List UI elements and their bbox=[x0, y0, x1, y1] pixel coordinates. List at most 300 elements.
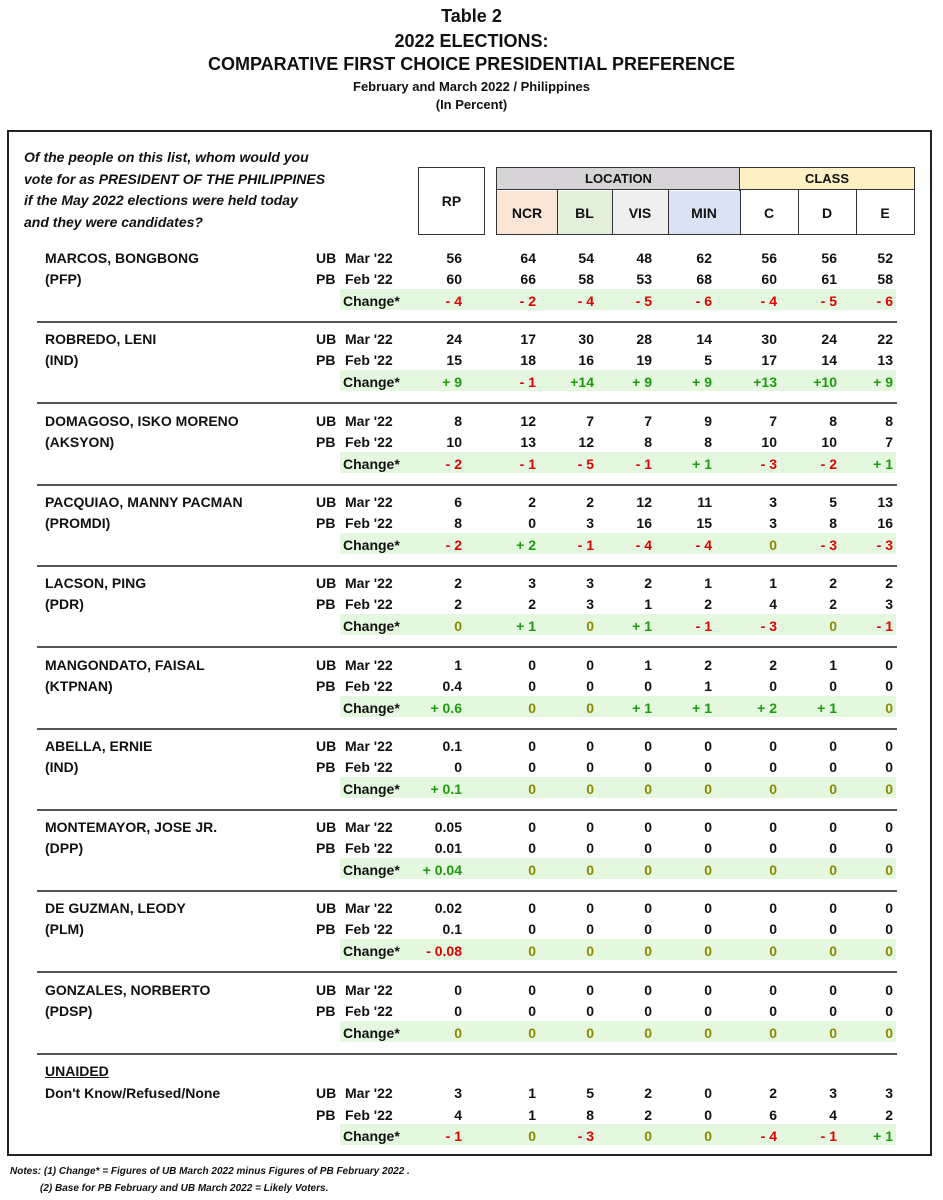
pb-label: PB bbox=[316, 515, 336, 531]
ub-value: 3 bbox=[829, 1085, 837, 1101]
row-separator bbox=[37, 890, 897, 892]
pb-value: 0 bbox=[769, 1003, 777, 1019]
ub-value: 0 bbox=[885, 900, 893, 916]
row-separator bbox=[37, 971, 897, 973]
ub-value: 12 bbox=[636, 494, 652, 510]
pb-value: 0 bbox=[885, 759, 893, 775]
ub-value: 8 bbox=[829, 413, 837, 429]
ub-value: 0 bbox=[586, 900, 594, 916]
change-value: + 9 bbox=[442, 374, 462, 390]
ub-label: UB bbox=[316, 250, 337, 266]
ub-value: 0 bbox=[528, 900, 536, 916]
ub-value: 7 bbox=[644, 413, 652, 429]
ub-value: 0 bbox=[644, 738, 652, 754]
ub-value: 2 bbox=[586, 494, 594, 510]
pb-value: 3 bbox=[769, 515, 777, 531]
pb-value: 2 bbox=[885, 1107, 893, 1123]
change-value: + 0.04 bbox=[422, 862, 462, 878]
pb-value: 2 bbox=[528, 596, 536, 612]
column-divider bbox=[557, 190, 558, 234]
row-separator bbox=[37, 646, 897, 648]
ub-value: 48 bbox=[636, 250, 652, 266]
pb-value: 15 bbox=[696, 515, 712, 531]
ub-value: 8 bbox=[454, 413, 462, 429]
pb-value: 2 bbox=[829, 596, 837, 612]
candidate-name: MANGONDATO, FAISAL bbox=[45, 657, 205, 673]
unaided-heading: UNAIDED bbox=[45, 1063, 109, 1079]
ub-value: 0 bbox=[586, 819, 594, 835]
pb-value: 7 bbox=[885, 434, 893, 450]
pb-value: 0 bbox=[528, 921, 536, 937]
note-line: (2) Base for PB February and UB March 2022 = Likely Voters. bbox=[40, 1183, 329, 1194]
change-value: - 1 bbox=[519, 456, 536, 472]
pb-value: 68 bbox=[696, 271, 712, 287]
change-value: - 2 bbox=[445, 537, 462, 553]
pb-value: 8 bbox=[454, 515, 462, 531]
pb-value: 0 bbox=[829, 759, 837, 775]
change-value: 0 bbox=[829, 618, 837, 634]
row-separator bbox=[37, 1053, 897, 1055]
pb-value: 0 bbox=[586, 1003, 594, 1019]
pb-value: 4 bbox=[829, 1107, 837, 1123]
pb-label: PB bbox=[316, 352, 336, 368]
ub-value: 2 bbox=[644, 575, 652, 591]
candidate-name: DE GUZMAN, LEODY bbox=[45, 900, 186, 916]
pb-value: 0 bbox=[644, 840, 652, 856]
ub-value: 28 bbox=[636, 331, 652, 347]
pb-value: 0 bbox=[704, 921, 712, 937]
ub-value: 56 bbox=[446, 250, 462, 266]
change-value: + 9 bbox=[632, 374, 652, 390]
pb-period-label: Feb '22 bbox=[345, 1003, 393, 1019]
pb-value: 0 bbox=[644, 759, 652, 775]
pb-value: 60 bbox=[446, 271, 462, 287]
row-separator bbox=[37, 728, 897, 730]
ub-value: 1 bbox=[644, 657, 652, 673]
question-line: vote for as PRESIDENT OF THE PHILIPPINES bbox=[24, 170, 326, 187]
change-value: - 0.08 bbox=[426, 943, 462, 959]
ub-value: 0 bbox=[769, 900, 777, 916]
candidate-name: GONZALES, NORBERTO bbox=[45, 982, 211, 998]
pb-label: PB bbox=[316, 921, 336, 937]
pb-value: 0 bbox=[885, 1003, 893, 1019]
pb-value: 53 bbox=[636, 271, 652, 287]
change-value: 0 bbox=[769, 862, 777, 878]
pb-period-label: Feb '22 bbox=[345, 271, 393, 287]
ub-value: 0 bbox=[644, 819, 652, 835]
ub-label: UB bbox=[316, 900, 337, 916]
candidate-party: (PLM) bbox=[45, 921, 84, 937]
change-value: + 1 bbox=[873, 1128, 893, 1144]
ub-value: 0 bbox=[528, 982, 536, 998]
change-value: - 3 bbox=[760, 456, 777, 472]
ub-value: 22 bbox=[877, 331, 893, 347]
candidate-party: (DPP) bbox=[45, 840, 84, 856]
candidate-name: DOMAGOSO, ISKO MORENO bbox=[45, 413, 239, 429]
change-value: - 3 bbox=[876, 537, 893, 553]
ub-period-label: Mar '22 bbox=[345, 738, 393, 754]
ub-value: 8 bbox=[885, 413, 893, 429]
ub-label: UB bbox=[316, 982, 337, 998]
ub-value: 2 bbox=[644, 1085, 652, 1101]
pb-label: PB bbox=[316, 434, 336, 450]
pb-value: 0 bbox=[769, 678, 777, 694]
question-line: and they were candidates? bbox=[24, 213, 203, 230]
change-label: Change* bbox=[343, 618, 400, 634]
change-value: + 1 bbox=[632, 618, 652, 634]
change-value: 0 bbox=[454, 618, 462, 634]
change-value: - 4 bbox=[695, 537, 712, 553]
change-value: 0 bbox=[644, 862, 652, 878]
ub-value: 0 bbox=[829, 738, 837, 754]
change-row-bg bbox=[340, 452, 896, 473]
ub-value: 0 bbox=[528, 657, 536, 673]
pb-value: 0 bbox=[528, 515, 536, 531]
ub-label: UB bbox=[316, 331, 337, 347]
ub-value: 0 bbox=[704, 819, 712, 835]
change-label: Change* bbox=[343, 1128, 400, 1144]
change-value: - 1 bbox=[445, 1128, 462, 1144]
ub-period-label: Mar '22 bbox=[345, 657, 393, 673]
candidate-party: (PDR) bbox=[45, 596, 84, 612]
change-value: 0 bbox=[704, 1128, 712, 1144]
pb-value: 0 bbox=[885, 840, 893, 856]
ub-value: 0 bbox=[885, 738, 893, 754]
change-value: 0 bbox=[829, 862, 837, 878]
pb-value: 16 bbox=[877, 515, 893, 531]
change-label: Change* bbox=[343, 1025, 400, 1041]
change-value: + 0.6 bbox=[430, 700, 462, 716]
change-value: - 1 bbox=[635, 456, 652, 472]
change-row-bg bbox=[340, 939, 896, 960]
ub-value: 0 bbox=[704, 1085, 712, 1101]
candidate-name: LACSON, PING bbox=[45, 575, 147, 591]
ub-value: 0 bbox=[829, 982, 837, 998]
pb-value: 2 bbox=[704, 596, 712, 612]
pb-value: 0 bbox=[704, 840, 712, 856]
change-value: 0 bbox=[885, 781, 893, 797]
ub-value: 12 bbox=[520, 413, 536, 429]
change-value: - 5 bbox=[635, 293, 652, 309]
ub-value: 0 bbox=[885, 657, 893, 673]
change-value: 0 bbox=[528, 1025, 536, 1041]
change-value: 0 bbox=[586, 943, 594, 959]
change-value: + 9 bbox=[692, 374, 712, 390]
ub-period-label: Mar '22 bbox=[345, 575, 393, 591]
pb-value: 2 bbox=[644, 1107, 652, 1123]
change-value: - 4 bbox=[577, 293, 594, 309]
pb-label: PB bbox=[316, 1003, 336, 1019]
pb-value: 2 bbox=[454, 596, 462, 612]
pb-value: 0 bbox=[454, 1003, 462, 1019]
change-value: 0 bbox=[644, 1025, 652, 1041]
ub-value: 3 bbox=[586, 575, 594, 591]
ub-value: 1 bbox=[704, 575, 712, 591]
pb-value: 0 bbox=[644, 678, 652, 694]
change-value: 0 bbox=[528, 781, 536, 797]
pb-value: 0 bbox=[829, 1003, 837, 1019]
column-header-vis: VIS bbox=[612, 191, 668, 234]
change-value: + 1 bbox=[817, 700, 837, 716]
ub-period-label: Mar '22 bbox=[345, 1085, 393, 1101]
ub-value: 3 bbox=[769, 494, 777, 510]
change-label: Change* bbox=[343, 537, 400, 553]
change-value: 0 bbox=[644, 1128, 652, 1144]
change-label: Change* bbox=[343, 700, 400, 716]
change-value: - 4 bbox=[445, 293, 462, 309]
change-value: 0 bbox=[586, 781, 594, 797]
change-value: - 1 bbox=[820, 1128, 837, 1144]
pb-value: 0 bbox=[769, 759, 777, 775]
change-value: + 1 bbox=[516, 618, 536, 634]
change-value: - 3 bbox=[820, 537, 837, 553]
change-value: - 3 bbox=[760, 618, 777, 634]
ub-value: 1 bbox=[829, 657, 837, 673]
pb-period-label: Feb '22 bbox=[345, 921, 393, 937]
candidate-name: MARCOS, BONGBONG bbox=[45, 250, 199, 266]
pb-value: 60 bbox=[761, 271, 777, 287]
pb-value: 66 bbox=[520, 271, 536, 287]
change-value: - 4 bbox=[760, 293, 777, 309]
ub-value: 0.02 bbox=[434, 900, 462, 916]
change-label: Change* bbox=[343, 781, 400, 797]
ub-value: 0 bbox=[586, 738, 594, 754]
pb-value: 0 bbox=[704, 1003, 712, 1019]
pb-value: 13 bbox=[520, 434, 536, 450]
ub-value: 0 bbox=[704, 738, 712, 754]
change-value: - 5 bbox=[820, 293, 837, 309]
pb-value: 1 bbox=[644, 596, 652, 612]
pb-value: 1 bbox=[704, 678, 712, 694]
change-value: 0 bbox=[829, 943, 837, 959]
ub-value: 2 bbox=[769, 657, 777, 673]
pb-value: 4 bbox=[454, 1107, 462, 1123]
change-value: 0 bbox=[454, 1025, 462, 1041]
change-value: + 1 bbox=[632, 700, 652, 716]
pb-value: 3 bbox=[586, 515, 594, 531]
ub-value: 9 bbox=[704, 413, 712, 429]
ub-value: 2 bbox=[704, 657, 712, 673]
ub-label: UB bbox=[316, 575, 337, 591]
change-value: - 2 bbox=[445, 456, 462, 472]
change-value: 0 bbox=[704, 1025, 712, 1041]
pb-value: 61 bbox=[821, 271, 837, 287]
change-row-bg bbox=[340, 777, 896, 798]
pb-value: 0.4 bbox=[442, 678, 462, 694]
pb-label: PB bbox=[316, 271, 336, 287]
candidate-party: (KTPNAN) bbox=[45, 678, 113, 694]
candidate-party: (PDSP) bbox=[45, 1003, 93, 1019]
pb-value: 0 bbox=[528, 1003, 536, 1019]
ub-value: 2 bbox=[885, 575, 893, 591]
pb-value: 3 bbox=[885, 596, 893, 612]
ub-value: 14 bbox=[696, 331, 712, 347]
change-row-bg bbox=[340, 1021, 896, 1042]
pb-period-label: Feb '22 bbox=[345, 596, 393, 612]
ub-period-label: Mar '22 bbox=[345, 819, 393, 835]
pb-value: 0 bbox=[586, 921, 594, 937]
change-row-bg bbox=[340, 289, 896, 310]
ub-value: 17 bbox=[520, 331, 536, 347]
change-row-bg bbox=[340, 1124, 896, 1145]
ub-value: 0.05 bbox=[434, 819, 462, 835]
pb-value: 19 bbox=[636, 352, 652, 368]
pb-value: 0 bbox=[829, 921, 837, 937]
pb-value: 58 bbox=[877, 271, 893, 287]
change-value: 0 bbox=[586, 700, 594, 716]
change-row-bg bbox=[340, 614, 896, 635]
ub-value: 56 bbox=[821, 250, 837, 266]
pb-period-label: Feb '22 bbox=[345, 1107, 393, 1123]
pb-value: 0 bbox=[528, 759, 536, 775]
change-value: + 0.1 bbox=[430, 781, 462, 797]
candidate-party: (AKSYON) bbox=[45, 434, 115, 450]
change-value: +13 bbox=[753, 374, 777, 390]
pb-label: PB bbox=[316, 840, 336, 856]
pb-value: 0 bbox=[769, 840, 777, 856]
pb-value: 0 bbox=[586, 840, 594, 856]
change-label: Change* bbox=[343, 293, 400, 309]
page-title: 2022 ELECTIONS: bbox=[394, 31, 549, 51]
table-frame bbox=[7, 130, 932, 1156]
change-value: - 1 bbox=[519, 374, 536, 390]
ub-period-label: Mar '22 bbox=[345, 250, 393, 266]
candidate-name: PACQUIAO, MANNY PACMAN bbox=[45, 494, 243, 510]
change-value: 0 bbox=[769, 537, 777, 553]
notes bbox=[10, 1163, 410, 1197]
class-band: CLASS bbox=[740, 168, 914, 190]
change-value: - 1 bbox=[695, 618, 712, 634]
ub-period-label: Mar '22 bbox=[345, 494, 393, 510]
pb-value: 0 bbox=[829, 678, 837, 694]
row-separator bbox=[37, 484, 897, 486]
change-value: - 6 bbox=[695, 293, 712, 309]
pb-value: 8 bbox=[586, 1107, 594, 1123]
pb-value: 0 bbox=[454, 759, 462, 775]
pb-value: 0 bbox=[644, 921, 652, 937]
ub-period-label: Mar '22 bbox=[345, 900, 393, 916]
change-value: 0 bbox=[769, 781, 777, 797]
pb-period-label: Feb '22 bbox=[345, 678, 393, 694]
change-label: Change* bbox=[343, 374, 400, 390]
ub-value: 56 bbox=[761, 250, 777, 266]
change-value: 0 bbox=[644, 943, 652, 959]
pb-value: 10 bbox=[761, 434, 777, 450]
pb-value: 18 bbox=[520, 352, 536, 368]
column-header-min: MIN bbox=[668, 191, 740, 234]
ub-value: 13 bbox=[877, 494, 893, 510]
change-value: 0 bbox=[704, 943, 712, 959]
pb-period-label: Feb '22 bbox=[345, 352, 393, 368]
ub-value: 30 bbox=[578, 331, 594, 347]
candidate-party: (IND) bbox=[45, 352, 79, 368]
change-value: 0 bbox=[885, 943, 893, 959]
ub-period-label: Mar '22 bbox=[345, 413, 393, 429]
pb-period-label: Feb '22 bbox=[345, 515, 393, 531]
ub-value: 11 bbox=[697, 494, 712, 510]
pb-period-label: Feb '22 bbox=[345, 434, 393, 450]
date-scope: February and March 2022 / Philippines bbox=[353, 79, 590, 94]
change-value: - 2 bbox=[519, 293, 536, 309]
ub-value: 2 bbox=[454, 575, 462, 591]
row-separator bbox=[37, 809, 897, 811]
pb-label: PB bbox=[316, 678, 336, 694]
pb-label: PB bbox=[316, 759, 336, 775]
ub-label: UB bbox=[316, 413, 337, 429]
change-value: + 1 bbox=[692, 456, 712, 472]
change-value: - 4 bbox=[635, 537, 652, 553]
change-value: - 2 bbox=[820, 456, 837, 472]
change-value: 0 bbox=[528, 700, 536, 716]
pb-value: 0 bbox=[829, 840, 837, 856]
change-value: 0 bbox=[769, 943, 777, 959]
ub-value: 2 bbox=[528, 494, 536, 510]
pb-value: 0 bbox=[885, 921, 893, 937]
pb-period-label: Feb '22 bbox=[345, 759, 393, 775]
pb-value: 8 bbox=[644, 434, 652, 450]
ub-value: 62 bbox=[696, 250, 712, 266]
ub-period-label: Mar '22 bbox=[345, 982, 393, 998]
change-value: - 1 bbox=[876, 618, 893, 634]
pb-label: PB bbox=[316, 596, 336, 612]
ub-value: 7 bbox=[769, 413, 777, 429]
pb-value: 0 bbox=[704, 759, 712, 775]
pb-value: 14 bbox=[821, 352, 837, 368]
pb-value: 12 bbox=[578, 434, 594, 450]
change-value: + 9 bbox=[873, 374, 893, 390]
pb-value: 10 bbox=[821, 434, 837, 450]
question-line: Of the people on this list, whom would you bbox=[24, 149, 309, 165]
change-value: +10 bbox=[813, 374, 837, 390]
ub-value: 0.1 bbox=[442, 738, 462, 754]
pb-value: 6 bbox=[769, 1107, 777, 1123]
unit-note: (In Percent) bbox=[435, 97, 508, 112]
ub-value: 6 bbox=[454, 494, 462, 510]
ub-value: 0 bbox=[644, 900, 652, 916]
candidate-name: ROBREDO, LENI bbox=[45, 331, 157, 347]
row-separator bbox=[37, 565, 897, 567]
pb-value: 4 bbox=[769, 596, 777, 612]
ub-value: 0 bbox=[454, 982, 462, 998]
table-number: Table 2 bbox=[441, 6, 502, 26]
ub-value: 0 bbox=[769, 982, 777, 998]
ub-value: 2 bbox=[769, 1085, 777, 1101]
pb-value: 1 bbox=[528, 1107, 536, 1123]
change-value: - 1 bbox=[577, 537, 594, 553]
pb-value: 58 bbox=[578, 271, 594, 287]
change-value: 0 bbox=[644, 781, 652, 797]
ub-value: 1 bbox=[528, 1085, 536, 1101]
survey-question bbox=[24, 147, 364, 233]
candidate-party: (PFP) bbox=[45, 271, 82, 287]
ub-label: UB bbox=[316, 738, 337, 754]
pb-value: 5 bbox=[704, 352, 712, 368]
pb-value: 0 bbox=[528, 840, 536, 856]
change-value: 0 bbox=[829, 781, 837, 797]
column-divider bbox=[798, 190, 799, 234]
change-value: - 6 bbox=[876, 293, 893, 309]
column-header-c: C bbox=[763, 204, 775, 221]
column-header-bl: BL bbox=[557, 191, 612, 234]
pb-value: 8 bbox=[829, 515, 837, 531]
change-value: 0 bbox=[528, 862, 536, 878]
pb-value: 3 bbox=[586, 596, 594, 612]
ub-value: 0 bbox=[528, 819, 536, 835]
change-value: - 4 bbox=[760, 1128, 777, 1144]
pb-value: 10 bbox=[446, 434, 462, 450]
ub-value: 52 bbox=[877, 250, 893, 266]
ub-value: 5 bbox=[829, 494, 837, 510]
